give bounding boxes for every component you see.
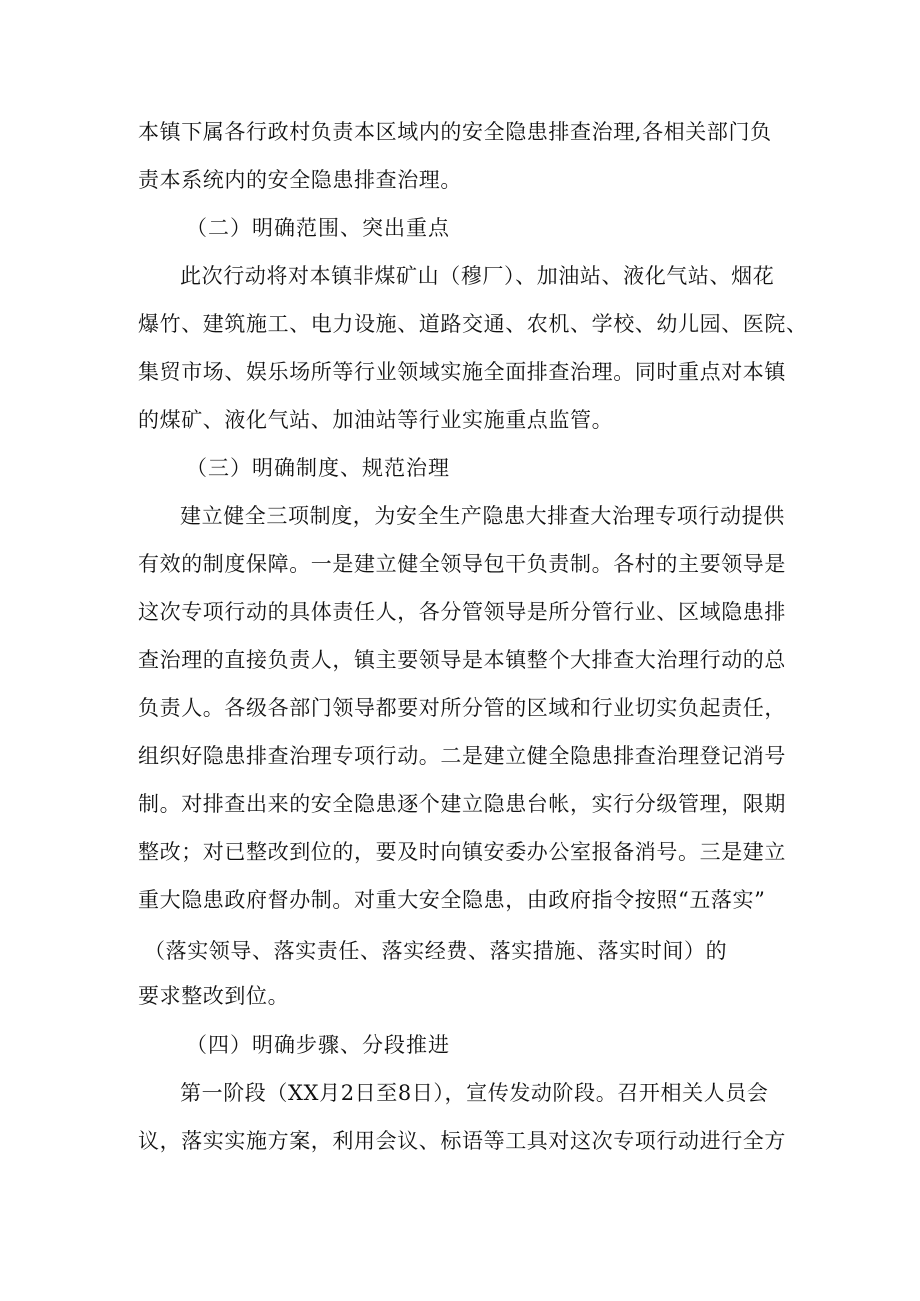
section-heading-3: （三）明确制度、规范治理: [186, 456, 450, 480]
body-text-line: 议，落实实施方案，利用会议、标语等工具对这次专项行动进行全方: [138, 1129, 786, 1153]
body-text-line: 制。对排查出来的安全隐患逐个建立隐患台帐，实行分级管理，限期: [138, 792, 786, 816]
body-text-line: 有效的制度保障。一是建立健全领导包干负责制。各村的主要领导是: [138, 552, 786, 576]
section-heading-4: （四）明确步骤、分段推进: [186, 1033, 450, 1057]
body-text-line: 要求整改到位。: [138, 984, 290, 1008]
body-text-line: 组织好隐患排查治理专项行动。二是建立健全隐患排查治理登记消号: [138, 744, 786, 768]
body-text-line: 此次行动将对本镇非煤矿山（穆厂）、加油站、液化气站、烟花: [180, 264, 775, 288]
body-text-line: 责本系统内的安全隐患排查治理。: [138, 168, 462, 192]
body-text-line: （落实领导、落实责任、落实经费、落实措施、落实时间）的: [144, 939, 728, 963]
body-text-line: 负责人。各级各部门领导都要对所分管的区域和行业切实负起责任，: [138, 696, 786, 720]
body-text-line: 建立健全三项制度，为安全生产隐患大排查大治理专项行动提供: [180, 504, 785, 528]
body-text-line: 集贸市场、娱乐场所等行业领域实施全面排查治理。同时重点对本镇: [138, 360, 786, 384]
body-text-line: 查治理的直接负责人，镇主要领导是本镇整个大排查大治理行动的总: [138, 648, 786, 672]
body-text-line: 重大隐患政府督办制。对重大安全隐患，由政府指令按照“五落实”: [138, 888, 766, 912]
section-heading-2: （二）明确范围、突出重点: [186, 216, 450, 240]
body-text-line: 这次专项行动的具体责任人，各分管领导是所分管行业、区域隐患排: [138, 600, 786, 624]
body-text-line: 整改；对已整改到位的，要及时向镇安委办公室报备消号。三是建立: [138, 840, 786, 864]
body-text-line: 本镇下属各行政村负责本区域内的安全隐患排查治理,各相关部门负: [138, 120, 772, 144]
body-text-line: 爆竹、建筑施工、电力设施、道路交通、农机、学校、幼儿园、医院、: [138, 312, 808, 336]
body-text-line: 的煤矿、液化气站、加油站等行业实施重点监管。: [138, 408, 614, 432]
body-text-line: 第一阶段（XX月2日至8日），宣传发动阶段。召开相关人员会: [180, 1081, 769, 1105]
